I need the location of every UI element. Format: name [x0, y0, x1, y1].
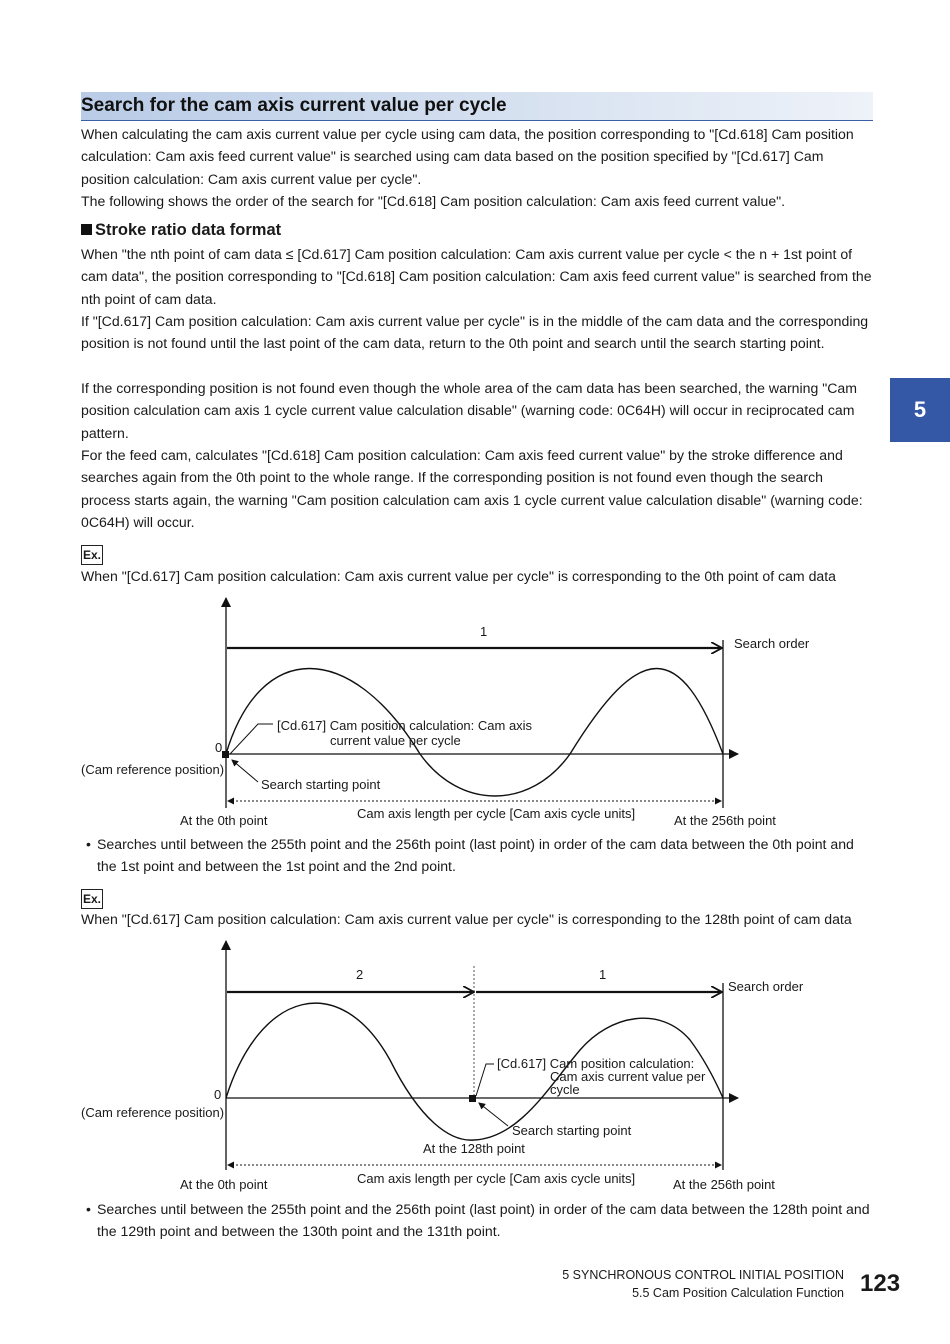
search-start-marker [222, 751, 229, 758]
intro-paragraph-2: The following shows the order of the search for "[Cd.618] Cam position calculation: Cam axis feed current value". [81, 193, 786, 209]
example-badge: Ex. [81, 545, 103, 565]
search-order-label: Search order [728, 979, 804, 994]
subsection-title: Stroke ratio data format [81, 221, 281, 240]
example-badge: Ex. [81, 889, 103, 909]
search-start-leader [232, 760, 258, 782]
example1-diagram [0, 590, 950, 835]
intro-paragraph-1: When calculating the cam axis current value per cycle using cam data, the position corresponding to "[Cd.618] Cam position calculation: Cam axis feed current value" is searched using cam data based on the position specified by "[Cd.617] Cam position calculation: Cam axis current value per cycle". [81, 126, 854, 187]
at-256th-label: At the 256th point [674, 813, 776, 828]
example2-diagram [0, 935, 950, 1193]
search-start-marker [469, 1095, 476, 1102]
cd617-label-line2: Cam axis current value per [550, 1069, 706, 1084]
at-0th-label: At the 0th point [180, 813, 268, 828]
cd617-leader [230, 724, 273, 754]
page-number: 123 [860, 1270, 901, 1297]
at-0th-label: At the 0th point [180, 1177, 268, 1192]
example1-bullet: • Searches until between the 255th point and the 256th point (last point) in order of the cam data between the 0th point and the 1st point and between the 1st point and the 2nd point. [86, 836, 854, 875]
search-start-label: Search starting point [512, 1123, 632, 1138]
footer-section: 5.5 Cam Position Calculation Function [632, 1286, 844, 1300]
example2-caption: When "[Cd.617] Cam position calculation: Cam axis current value per cycle" is corresponding to the 128th point of cam data [81, 911, 852, 927]
search-order-label: Search order [734, 636, 810, 651]
section-title: Search for the cam axis current value per cycle [81, 95, 507, 116]
example2-bullet: • Searches until between the 255th point and the 256th point (last point) in order of the cam data between the 128th point and the 129th point and between the 130th point and the 131th point. [86, 1201, 870, 1240]
footer-chapter: 5 SYNCHRONOUS CONTROL INITIAL POSITION [562, 1268, 844, 1282]
example1-caption: When "[Cd.617] Cam position calculation: Cam axis current value per cycle" is corresponding to the 0th point of cam data [81, 568, 837, 584]
search-start-leader [479, 1103, 508, 1126]
cd617-leader [476, 1064, 494, 1096]
cd617-label-line1: [Cd.617] Cam position calculation: Cam axis [277, 718, 533, 733]
order-label-1: 1 [599, 967, 607, 982]
order-label-2: 2 [356, 967, 364, 982]
body-paragraph-1: When "the nth point of cam data ≤ [Cd.617] Cam position calculation: Cam axis current value per cycle < the n + 1st point of cam data", the position corresponding to "[Cd.618] Cam position calculation: Cam axis feed current value" is searched from the nth point of cam data. [81, 246, 872, 307]
square-bullet-icon [81, 224, 92, 235]
cd617-label-line1: [Cd.617] Cam position calculation: [497, 1056, 695, 1071]
cd617-label-line3: cycle [550, 1082, 580, 1097]
zero-label: 0 [214, 1087, 222, 1102]
body-paragraph-4: For the feed cam, calculates "[Cd.618] Cam position calculation: Cam axis feed current value" by the stroke difference and searches again from the 0th point to the whole range. If the corresponding position is not found even though the search process starts again, the warning "Cam position calculation cam axis 1 cycle current value calculation disable" (warning code: 0C64H) will occur. [81, 447, 863, 531]
body-paragraph-3: If the corresponding position is not found even though the whole area of the cam data has been searched, the warning "Cam position calculation cam axis 1 cycle current value calculation disable" (warning code: 0C64H) will occur in reciprocated cam pattern. [81, 380, 857, 441]
cd617-label-line2: current value per cycle [330, 733, 461, 748]
at-256th-label: At the 256th point [673, 1177, 775, 1192]
body-paragraph-2: If "[Cd.617] Cam position calculation: Cam axis current value per cycle" is in the middle of the cam data and the corresponding position is not found until the last point of the cam data, return to the 0th point and search until the search starting point. [81, 313, 869, 352]
section-heading-bar [81, 92, 873, 121]
cam-ref-label: (Cam reference position) [81, 1105, 225, 1120]
search-start-label: Search starting point [261, 777, 381, 792]
chapter-side-tab: 5 [890, 378, 950, 442]
at-128th-label: At the 128th point [423, 1141, 525, 1156]
cam-ref-label: (Cam reference position) [81, 762, 225, 777]
cycle-length-label: Cam axis length per cycle [Cam axis cycle units] [357, 806, 636, 821]
cycle-length-label: Cam axis length per cycle [Cam axis cycle units] [357, 1171, 636, 1186]
order-label-1: 1 [480, 624, 488, 639]
zero-label: 0 [215, 740, 223, 755]
